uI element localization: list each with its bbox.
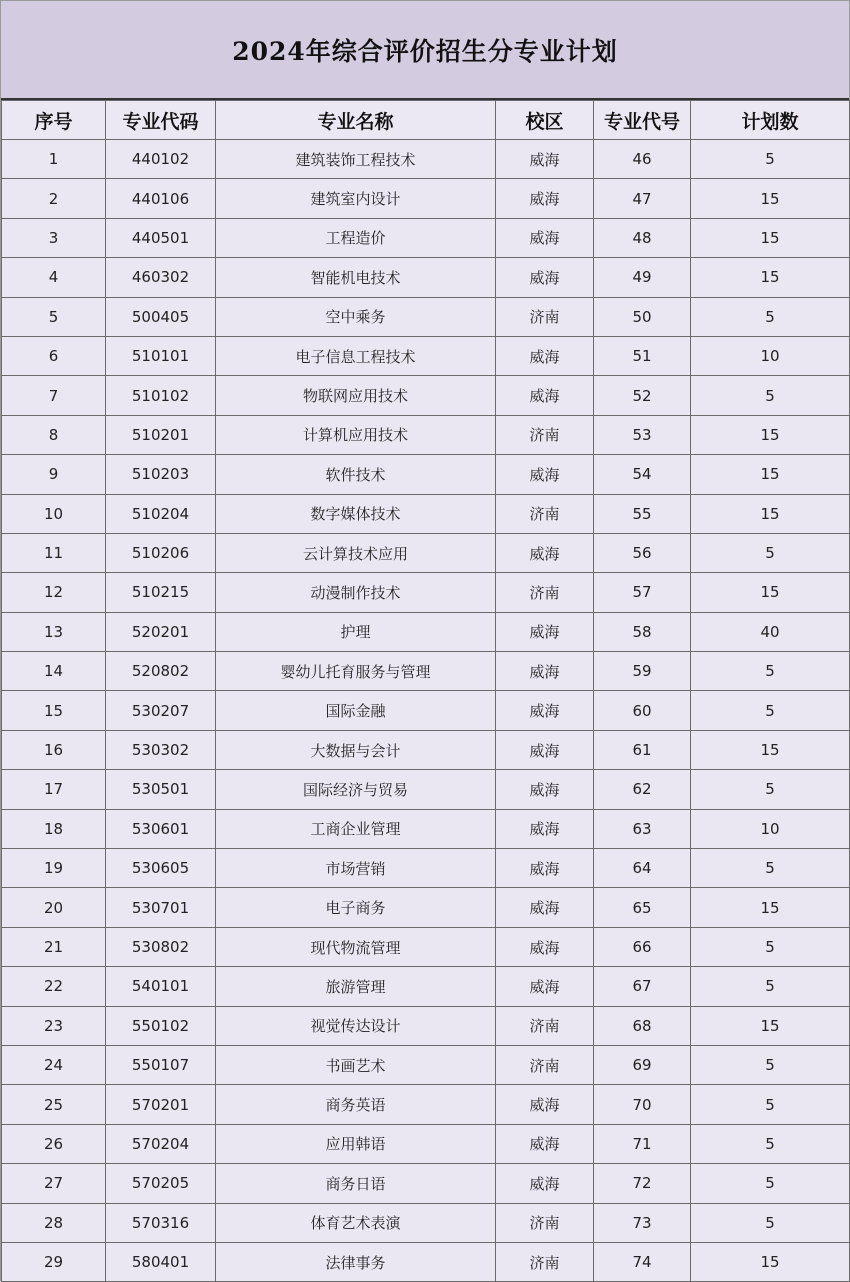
cell-index: 3: [2, 218, 106, 257]
cell-campus: 威海: [496, 967, 594, 1006]
cell-index: 8: [2, 415, 106, 454]
cell-campus: 济南: [496, 1006, 594, 1045]
cell-major-code: 510215: [106, 573, 216, 612]
cell-major-designation: 60: [594, 691, 691, 730]
cell-major-code: 460302: [106, 258, 216, 297]
cell-plan-count: 5: [691, 1164, 850, 1203]
cell-major-code: 510101: [106, 336, 216, 375]
cell-plan-count: 5: [691, 849, 850, 888]
cell-index: 16: [2, 730, 106, 769]
cell-index: 9: [2, 455, 106, 494]
cell-campus: 威海: [496, 179, 594, 218]
cell-index: 28: [2, 1203, 106, 1242]
cell-index: 17: [2, 770, 106, 809]
cell-index: 5: [2, 297, 106, 336]
cell-campus: 济南: [496, 573, 594, 612]
cell-plan-count: 5: [691, 770, 850, 809]
cell-major-designation: 47: [594, 179, 691, 218]
cell-major-code: 510204: [106, 494, 216, 533]
cell-index: 19: [2, 849, 106, 888]
cell-major-name: 建筑室内设计: [216, 179, 496, 218]
cell-index: 18: [2, 809, 106, 848]
cell-index: 21: [2, 927, 106, 966]
cell-major-code: 540101: [106, 967, 216, 1006]
cell-plan-count: 5: [691, 652, 850, 691]
column-header-major-name: 专业名称: [216, 101, 496, 140]
cell-plan-count: 5: [691, 691, 850, 730]
table-row: [2, 455, 850, 494]
cell-major-name: 护理: [216, 612, 496, 651]
cell-major-name: 智能机电技术: [216, 258, 496, 297]
cell-plan-count: 15: [691, 455, 850, 494]
cell-campus: 威海: [496, 730, 594, 769]
cell-major-name: 空中乘务: [216, 297, 496, 336]
cell-plan-count: 5: [691, 967, 850, 1006]
cell-major-name: 云计算技术应用: [216, 533, 496, 572]
cell-campus: 威海: [496, 258, 594, 297]
cell-major-name: 计算机应用技术: [216, 415, 496, 454]
table-row: [2, 612, 850, 651]
cell-major-designation: 62: [594, 770, 691, 809]
table-row: [2, 140, 850, 179]
cell-plan-count: 15: [691, 179, 850, 218]
cell-index: 6: [2, 336, 106, 375]
cell-major-name: 法律事务: [216, 1242, 496, 1281]
cell-plan-count: 15: [691, 573, 850, 612]
cell-major-name: 工程造价: [216, 218, 496, 257]
table-row: [2, 179, 850, 218]
cell-campus: 威海: [496, 218, 594, 257]
table-row: [2, 297, 850, 336]
cell-index: 26: [2, 1124, 106, 1163]
cell-plan-count: 5: [691, 297, 850, 336]
cell-major-designation: 49: [594, 258, 691, 297]
cell-major-designation: 72: [594, 1164, 691, 1203]
cell-major-designation: 55: [594, 494, 691, 533]
cell-campus: 威海: [496, 888, 594, 927]
cell-campus: 威海: [496, 1085, 594, 1124]
table-row: [2, 494, 850, 533]
cell-index: 1: [2, 140, 106, 179]
table-row: [2, 1203, 850, 1242]
table-row: [2, 730, 850, 769]
cell-major-name: 建筑装饰工程技术: [216, 140, 496, 179]
table-row: [2, 967, 850, 1006]
cell-index: 22: [2, 967, 106, 1006]
cell-plan-count: 15: [691, 888, 850, 927]
cell-major-designation: 64: [594, 849, 691, 888]
cell-major-code: 530701: [106, 888, 216, 927]
cell-major-name: 现代物流管理: [216, 927, 496, 966]
table-row: [2, 1006, 850, 1045]
cell-index: 2: [2, 179, 106, 218]
cell-plan-count: 15: [691, 258, 850, 297]
table-row: [2, 336, 850, 375]
title-bar: [1, 1, 849, 100]
cell-plan-count: 5: [691, 1085, 850, 1124]
table-row: [2, 888, 850, 927]
cell-major-name: 婴幼儿托育服务与管理: [216, 652, 496, 691]
table-row: [2, 849, 850, 888]
cell-major-name: 市场营销: [216, 849, 496, 888]
cell-major-designation: 59: [594, 652, 691, 691]
cell-major-name: 软件技术: [216, 455, 496, 494]
cell-index: 25: [2, 1085, 106, 1124]
cell-major-code: 510201: [106, 415, 216, 454]
cell-major-code: 440106: [106, 179, 216, 218]
cell-major-designation: 58: [594, 612, 691, 651]
cell-major-designation: 71: [594, 1124, 691, 1163]
cell-campus: 威海: [496, 1164, 594, 1203]
cell-campus: 威海: [496, 140, 594, 179]
table-header: [2, 101, 850, 140]
cell-campus: 威海: [496, 927, 594, 966]
page-title: 2024年综合评价招生分专业计划: [232, 36, 618, 66]
cell-major-designation: 61: [594, 730, 691, 769]
table-row: [2, 809, 850, 848]
cell-major-designation: 73: [594, 1203, 691, 1242]
cell-campus: 济南: [496, 297, 594, 336]
cell-campus: 威海: [496, 809, 594, 848]
cell-major-designation: 63: [594, 809, 691, 848]
cell-plan-count: 10: [691, 336, 850, 375]
table-row: [2, 573, 850, 612]
cell-major-designation: 56: [594, 533, 691, 572]
cell-index: 12: [2, 573, 106, 612]
cell-plan-count: 5: [691, 1203, 850, 1242]
cell-major-name: 大数据与会计: [216, 730, 496, 769]
cell-plan-count: 5: [691, 1045, 850, 1084]
cell-campus: 威海: [496, 336, 594, 375]
table-row: [2, 1085, 850, 1124]
cell-campus: 威海: [496, 455, 594, 494]
cell-major-code: 510206: [106, 533, 216, 572]
cell-index: 10: [2, 494, 106, 533]
table-row: [2, 533, 850, 572]
cell-major-code: 530802: [106, 927, 216, 966]
cell-campus: 济南: [496, 1242, 594, 1281]
cell-major-name: 物联网应用技术: [216, 376, 496, 415]
cell-major-name: 书画艺术: [216, 1045, 496, 1084]
cell-plan-count: 5: [691, 140, 850, 179]
cell-major-code: 570316: [106, 1203, 216, 1242]
cell-major-code: 510102: [106, 376, 216, 415]
cell-major-designation: 67: [594, 967, 691, 1006]
table-body: [2, 140, 850, 1282]
cell-campus: 威海: [496, 612, 594, 651]
table-row: [2, 1242, 850, 1281]
cell-index: 20: [2, 888, 106, 927]
column-header-campus: 校区: [496, 101, 594, 140]
table-row: [2, 927, 850, 966]
header-row: [2, 101, 850, 140]
cell-major-code: 580401: [106, 1242, 216, 1281]
table-row: [2, 218, 850, 257]
cell-index: 7: [2, 376, 106, 415]
cell-major-designation: 51: [594, 336, 691, 375]
cell-plan-count: 5: [691, 376, 850, 415]
table-row: [2, 258, 850, 297]
cell-major-code: 440501: [106, 218, 216, 257]
cell-major-name: 应用韩语: [216, 1124, 496, 1163]
cell-major-code: 530605: [106, 849, 216, 888]
cell-plan-count: 15: [691, 218, 850, 257]
table-row: [2, 770, 850, 809]
cell-major-name: 旅游管理: [216, 967, 496, 1006]
cell-index: 23: [2, 1006, 106, 1045]
cell-major-designation: 46: [594, 140, 691, 179]
cell-index: 14: [2, 652, 106, 691]
cell-campus: 济南: [496, 1045, 594, 1084]
cell-major-designation: 52: [594, 376, 691, 415]
cell-major-designation: 68: [594, 1006, 691, 1045]
cell-major-code: 550107: [106, 1045, 216, 1084]
cell-major-designation: 50: [594, 297, 691, 336]
cell-major-designation: 54: [594, 455, 691, 494]
cell-major-name: 国际经济与贸易: [216, 770, 496, 809]
cell-major-code: 510203: [106, 455, 216, 494]
cell-index: 27: [2, 1164, 106, 1203]
enrollment-plan-table: [1, 100, 850, 1282]
cell-plan-count: 15: [691, 730, 850, 769]
cell-major-code: 550102: [106, 1006, 216, 1045]
cell-index: 11: [2, 533, 106, 572]
cell-major-code: 530601: [106, 809, 216, 848]
column-header-plan-count: 计划数: [691, 101, 850, 140]
cell-major-name: 动漫制作技术: [216, 573, 496, 612]
cell-major-name: 商务日语: [216, 1164, 496, 1203]
cell-plan-count: 15: [691, 1006, 850, 1045]
cell-index: 13: [2, 612, 106, 651]
cell-major-name: 数字媒体技术: [216, 494, 496, 533]
cell-campus: 济南: [496, 1203, 594, 1242]
cell-index: 24: [2, 1045, 106, 1084]
cell-major-designation: 69: [594, 1045, 691, 1084]
table-row: [2, 652, 850, 691]
cell-major-code: 570204: [106, 1124, 216, 1163]
cell-major-name: 体育艺术表演: [216, 1203, 496, 1242]
cell-major-designation: 66: [594, 927, 691, 966]
cell-major-code: 520802: [106, 652, 216, 691]
cell-major-code: 520201: [106, 612, 216, 651]
cell-campus: 威海: [496, 691, 594, 730]
cell-plan-count: 15: [691, 415, 850, 454]
cell-campus: 济南: [496, 494, 594, 533]
cell-major-name: 视觉传达设计: [216, 1006, 496, 1045]
cell-plan-count: 5: [691, 1124, 850, 1163]
cell-campus: 威海: [496, 1124, 594, 1163]
cell-plan-count: 15: [691, 1242, 850, 1281]
table-row: [2, 1164, 850, 1203]
cell-plan-count: 15: [691, 494, 850, 533]
cell-plan-count: 5: [691, 533, 850, 572]
cell-major-code: 500405: [106, 297, 216, 336]
cell-major-code: 530501: [106, 770, 216, 809]
table-row: [2, 1045, 850, 1084]
column-header-index: 序号: [2, 101, 106, 140]
cell-major-designation: 70: [594, 1085, 691, 1124]
table-row: [2, 415, 850, 454]
column-header-major-code: 专业代码: [106, 101, 216, 140]
cell-major-designation: 74: [594, 1242, 691, 1281]
cell-major-designation: 53: [594, 415, 691, 454]
cell-campus: 济南: [496, 415, 594, 454]
cell-major-name: 电子信息工程技术: [216, 336, 496, 375]
cell-major-name: 国际金融: [216, 691, 496, 730]
cell-index: 15: [2, 691, 106, 730]
cell-index: 29: [2, 1242, 106, 1281]
cell-major-designation: 57: [594, 573, 691, 612]
cell-campus: 威海: [496, 652, 594, 691]
cell-campus: 威海: [496, 770, 594, 809]
column-header-major-designation: 专业代号: [594, 101, 691, 140]
cell-campus: 威海: [496, 533, 594, 572]
cell-major-designation: 48: [594, 218, 691, 257]
cell-major-code: 530302: [106, 730, 216, 769]
cell-major-name: 工商企业管理: [216, 809, 496, 848]
cell-major-name: 商务英语: [216, 1085, 496, 1124]
cell-campus: 威海: [496, 849, 594, 888]
cell-major-code: 570205: [106, 1164, 216, 1203]
cell-campus: 威海: [496, 376, 594, 415]
cell-plan-count: 5: [691, 927, 850, 966]
table-row: [2, 691, 850, 730]
cell-major-designation: 65: [594, 888, 691, 927]
cell-plan-count: 10: [691, 809, 850, 848]
cell-major-code: 530207: [106, 691, 216, 730]
table-row: [2, 376, 850, 415]
table-row: [2, 1124, 850, 1163]
cell-plan-count: 40: [691, 612, 850, 651]
cell-index: 4: [2, 258, 106, 297]
cell-major-code: 440102: [106, 140, 216, 179]
cell-major-code: 570201: [106, 1085, 216, 1124]
cell-major-name: 电子商务: [216, 888, 496, 927]
